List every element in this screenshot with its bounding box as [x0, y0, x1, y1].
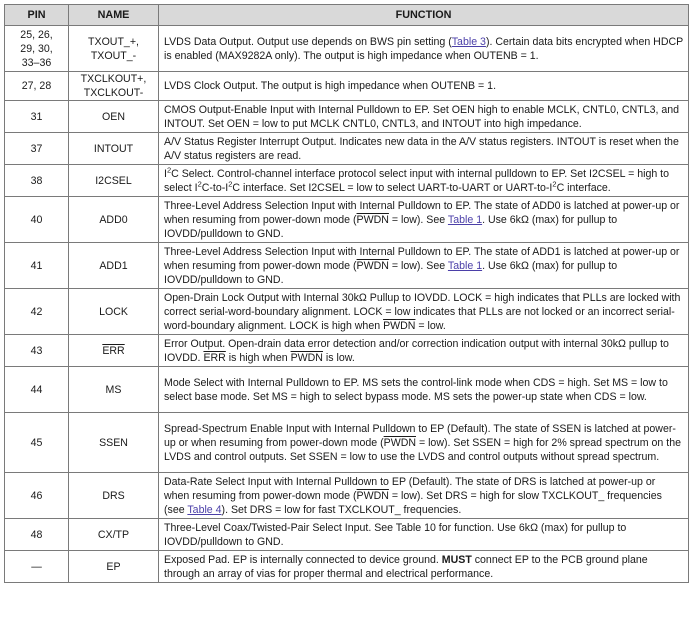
- pin-cell: 44: [5, 367, 69, 413]
- table-row: [5, 335, 689, 367]
- pin-name: SSEN: [99, 436, 128, 449]
- pin-name: ADD0: [99, 213, 128, 226]
- pin-cell: 45: [5, 413, 69, 473]
- table-row: [5, 165, 689, 197]
- function-cell: [159, 101, 689, 133]
- function-text: LVDS Data Output. Output use depends on BWS pin setting (: [164, 35, 452, 48]
- active-low-signal: PWDN: [356, 213, 389, 226]
- function-text: CMOS Output-Enable Input with Internal Pulldown to EP. Set OEN high to enable MCLK, CNTL0, CNTL3, and INTOUT. Set OEN = low to put MCLK CNTL0, CNTL3, and INTOUT into high impedance.: [164, 103, 680, 130]
- function-text: Three-Level Coax/Twisted-Pair Select Input. See Table 10 for function. Use 6kΩ (max) for pullup to IOVDD/pulldown to GND.: [164, 521, 627, 548]
- name-cell: [69, 473, 159, 519]
- name-cell: [69, 289, 159, 335]
- function-text: C Select. Control-channel interface protocol select input with internal pulldown to EP. Set I2CSEL = high to select I: [164, 167, 670, 194]
- active-low-signal: PWDN: [356, 489, 389, 502]
- pin-name: OEN: [102, 110, 125, 123]
- pin-cell: 48: [5, 519, 69, 551]
- superscript: 2: [228, 178, 233, 188]
- table-row: [5, 367, 689, 413]
- pin-column-header: PIN: [5, 5, 69, 26]
- name-column-header: NAME: [69, 5, 159, 26]
- function-text: is low.: [322, 351, 355, 364]
- active-low-signal: $\overline{ERR}$: [203, 351, 226, 364]
- name-cell: [69, 197, 159, 243]
- pin-name: CX/TP: [97, 528, 130, 541]
- pin-cell: 43: [5, 335, 69, 367]
- name-cell: [69, 165, 159, 197]
- function-text: Open-Drain Lock Output with Internal 30kΩ Pullup to IOVDD. LOCK = high indicates that PLLs are locked with correct serial-word-boundary alignment. LOCK = low indicates that PLLs are not locked or an incorrect serial-word-boundary alignment. LOCK is high when: [164, 291, 681, 332]
- function-cell: [159, 519, 689, 551]
- pin-name: INTOUT: [93, 142, 134, 155]
- function-cell: [159, 72, 689, 101]
- pin-name: TXOUT_+, TXOUT_-: [88, 35, 139, 62]
- function-text: connect EP to the PCB ground plane through an array of vias for proper thermal and electrical performance.: [164, 553, 648, 580]
- function-text: . Use 6kΩ (max) for pullup to IOVDD/pulldown to GND.: [164, 213, 618, 240]
- active-low-signal: PWDN: [383, 319, 416, 332]
- pin-cell: 38: [5, 165, 69, 197]
- pin-cell: 31: [5, 101, 69, 133]
- table-row: [5, 101, 689, 133]
- pin-cell: —: [5, 551, 69, 583]
- table-row: [5, 289, 689, 335]
- function-cell: [159, 289, 689, 335]
- table-row: [5, 473, 689, 519]
- function-column-header: FUNCTION: [159, 5, 689, 26]
- function-text: ). Certain data bits encrypted when HDCP is enabled (MAX9282A only). The output is high impedance when OUTENB = 1.: [164, 35, 683, 62]
- active-low-signal: PWDN: [356, 259, 389, 272]
- name-cell: [69, 101, 159, 133]
- pin-number-line: 33–36: [21, 56, 52, 69]
- function-text: C-to-I: [201, 181, 229, 194]
- function-cell: [159, 335, 689, 367]
- function-text: LVDS Clock Output. The output is high impedance when OUTENB = 1.: [164, 80, 497, 92]
- pin-cell: 27, 28: [5, 72, 69, 101]
- function-cell: [159, 413, 689, 473]
- name-cell: [69, 413, 159, 473]
- function-text: = low). See: [388, 259, 448, 272]
- pin-name: DRS: [102, 489, 125, 502]
- function-text: Error Output. Open-drain data error detection and/or correction indication output with internal 30kΩ pullup to IOVDD.: [164, 337, 669, 364]
- pin-cell: 41: [5, 243, 69, 289]
- table-row: [5, 243, 689, 289]
- name-cell: [69, 133, 159, 165]
- pin-cell: 40: [5, 197, 69, 243]
- function-cell: [159, 133, 689, 165]
- pin-cell: [5, 26, 69, 72]
- pin-number-line: 25, 26,: [20, 28, 53, 41]
- name-cell: [69, 367, 159, 413]
- function-text: Three-Level Address Selection Input with Internal Pulldown to EP. The state of ADD0 is latched at power-up or when resuming from power-down mode (: [164, 199, 680, 226]
- table-row: [5, 413, 689, 473]
- active-low-signal: PWDN: [290, 351, 323, 364]
- function-text: Exposed Pad. EP is internally connected to device ground.: [164, 553, 442, 566]
- function-cell: [159, 473, 689, 519]
- pin-number-line: 29, 30,: [20, 42, 53, 55]
- name-cell: [69, 243, 159, 289]
- pin-cell: 37: [5, 133, 69, 165]
- function-text: Data-Rate Select Input with Internal Pulldown to EP (Default). The state of DRS is latched at power-up or when resuming from power-down mode (: [164, 475, 656, 502]
- function-text: is high when: [225, 351, 291, 364]
- function-cell: [159, 165, 689, 197]
- table-reference-link[interactable]: Table 4: [187, 503, 222, 516]
- table-row: [5, 551, 689, 583]
- header-row: [5, 5, 689, 26]
- function-cell: [159, 26, 689, 72]
- name-cell: [69, 335, 159, 367]
- function-text: = low). Set SSEN = high for 2% spread spectrum on the LVDS and control outputs. Set SSEN = low to use the LVDS and control outputs without spread spectrum.: [164, 436, 681, 463]
- function-text: Mode Select with Internal Pulldown to EP. MS sets the control-link mode when CDS = high. Set MS = low to select base mode. Set MS = high to select bypass mode. MS sets the power-up state when CDS = low.: [164, 376, 668, 403]
- name-cell: [69, 26, 159, 72]
- function-text: MUST: [441, 553, 472, 566]
- superscript: 2: [552, 178, 557, 188]
- pin-cell: 46: [5, 473, 69, 519]
- superscript: 2: [166, 164, 172, 174]
- table-row: [5, 519, 689, 551]
- pin-cell: 42: [5, 289, 69, 335]
- pin-description-table: [4, 4, 689, 583]
- function-text: = low). See: [388, 213, 448, 226]
- table-reference-link[interactable]: Table 3: [451, 35, 486, 48]
- function-text: ). Set DRS = low for fast TXCLKOUT_ frequencies.: [221, 503, 462, 516]
- function-text: = low). Set DRS = high for slow TXCLKOUT_ frequencies (see: [164, 489, 662, 516]
- table-row: [5, 133, 689, 165]
- function-cell: [159, 197, 689, 243]
- function-text: C interface.: [556, 181, 611, 194]
- table-row: [5, 72, 689, 101]
- pin-name: $\overline{ERR}$: [102, 344, 125, 357]
- function-text: . Use 6kΩ (max) for pullup to IOVDD/pulldown to GND.: [164, 259, 618, 286]
- function-cell: [159, 367, 689, 413]
- function-cell: [159, 243, 689, 289]
- function-text: I: [164, 167, 167, 180]
- pin-name: LOCK: [99, 305, 128, 318]
- pin-name: TXCLKOUT+, TXCLKOUT-: [80, 73, 147, 99]
- pin-name: EP: [106, 560, 121, 573]
- table-row: [5, 26, 689, 72]
- name-cell: [69, 519, 159, 551]
- function-text: C interface. Set I2CSEL = low to select UART-to-UART or UART-to-I: [232, 181, 553, 194]
- superscript: 2: [197, 178, 202, 188]
- table-reference-link[interactable]: Table 1: [447, 259, 483, 272]
- function-text: = low.: [415, 319, 446, 332]
- name-cell: [69, 72, 159, 101]
- pin-name: I2CSEL: [95, 174, 132, 187]
- function-cell: [159, 551, 689, 583]
- function-text: A/V Status Register Interrupt Output. Indicates new data in the A/V status registers. INTOUT is reset when the A/V status registers are read.: [164, 135, 679, 162]
- table-row: [5, 197, 689, 243]
- function-text: Spread-Spectrum Enable Input with Internal Pulldown to EP (Default). The state of SSEN is latched at power-up or when resuming from power-down mode (: [164, 422, 676, 449]
- table-reference-link[interactable]: Table 1: [447, 213, 483, 226]
- pin-name: MS: [105, 383, 122, 396]
- pin-name: ADD1: [99, 259, 128, 272]
- name-cell: [69, 551, 159, 583]
- active-low-signal: PWDN: [383, 436, 416, 449]
- function-text: Three-Level Address Selection Input with Internal Pulldown to EP. The state of ADD1 is latched at power-up or when resuming from power-down mode (: [164, 245, 680, 272]
